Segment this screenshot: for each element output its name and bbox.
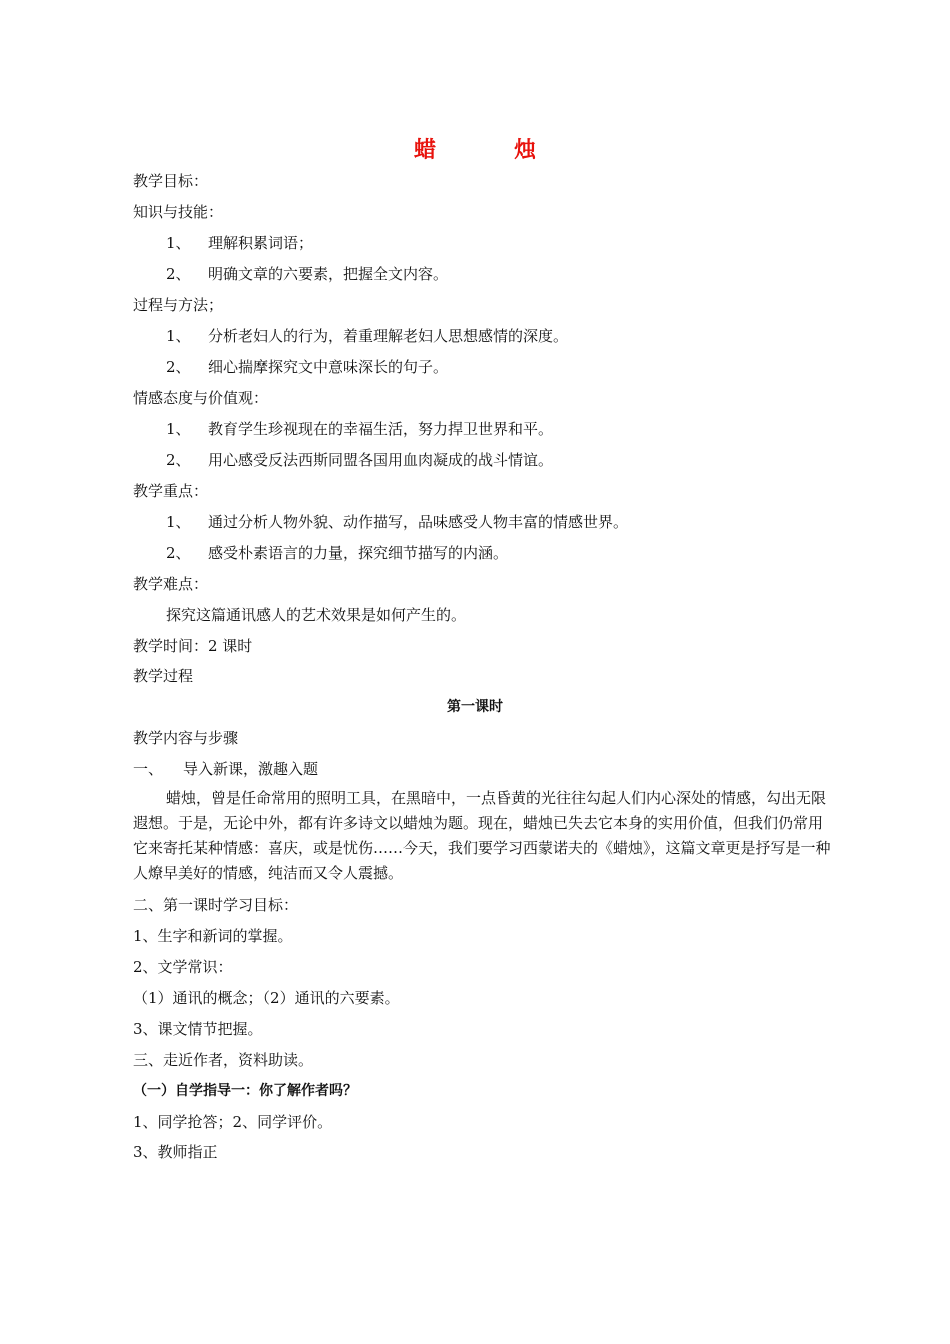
item-text: 明确文章的六要素，把握全文内容。	[208, 265, 449, 283]
item-text: 理解积累词语；	[208, 234, 314, 252]
list-item	[166, 357, 448, 377]
item-number: 2、	[166, 358, 191, 376]
section-three-heading: 三、走近作者，资料助读。	[133, 1051, 314, 1069]
item-text: 细心揣摩探究文中意味深长的句子。	[208, 358, 449, 376]
item-text: 感受朴素语言的力量，探究细节描写的内涵。	[208, 544, 509, 562]
item-number: 2、	[166, 265, 191, 283]
intro-paragraph: 蜡烛，曾是任命常用的照明工具，在黑暗中，一点昏黄的光往往勾起人们内心深处的情感，勾出无限遐想。于是，无论中外，都有许多诗文以蜡烛为题。现在，蜡烛已失去它本身的实用价值，但我们仍常用它来寄托某种情感：喜庆，或是忧伤……今天，我们要学习西蒙诺夫的《蜡烛》，这篇文章更是抒写是一种人燎早美好的情感，纯洁而又令人震撼。	[133, 789, 831, 882]
content-steps-heading: 教学内容与步骤	[133, 729, 239, 747]
document-title: 蜡 烛	[413, 137, 564, 163]
list-item: 3、课文情节把握。	[133, 1020, 263, 1038]
item-number: 1、	[166, 234, 191, 252]
section-one-heading	[133, 759, 318, 779]
list-item	[166, 419, 553, 439]
list-item	[166, 512, 628, 532]
difficulties-heading: 教学难点：	[133, 575, 209, 593]
item-number: 1、	[166, 420, 191, 438]
item-number: 1、	[166, 327, 191, 345]
list-item: 2、文学常识：	[133, 958, 233, 976]
section-two-heading: 二、第一课时学习目标：	[133, 896, 299, 914]
key-points-heading: 教学重点：	[133, 482, 209, 500]
list-item: 1、生字和新词的掌握。	[133, 927, 293, 945]
list-item	[166, 543, 508, 563]
self-study-guide-heading: （一）自学指导一：你了解作者吗？	[133, 1083, 357, 1099]
teaching-time: 教学时间：2 课时	[133, 637, 253, 655]
list-item	[166, 233, 313, 253]
list-item	[166, 450, 553, 470]
item-number: 2、	[166, 451, 191, 469]
emotion-values-heading: 情感态度与价值观：	[133, 389, 269, 407]
list-item: 1、同学抢答；2、同学评价。	[133, 1113, 333, 1131]
list-item: （1）通讯的概念；（2）通讯的六要素。	[133, 989, 400, 1007]
item-text: 分析老妇人的行为，着重理解老妇人思想感情的深度。	[208, 327, 569, 345]
item-text: 教育学生珍视现在的幸福生活，努力捍卫世界和平。	[208, 420, 554, 438]
item-number: 1、	[166, 513, 191, 531]
lesson-one-heading: 第一课时	[447, 699, 503, 715]
teaching-process-heading: 教学过程	[133, 667, 194, 685]
process-method-heading: 过程与方法；	[133, 296, 224, 314]
difficulty-text: 探究这篇通讯感人的艺术效果是如何产生的。	[166, 606, 467, 624]
list-item: 3、教师指正	[133, 1143, 218, 1161]
list-item	[166, 264, 448, 284]
teaching-goals-heading: 教学目标：	[133, 172, 209, 190]
section-number: 一、	[133, 760, 164, 778]
list-item	[166, 326, 568, 346]
item-number: 2、	[166, 544, 191, 562]
knowledge-skills-heading: 知识与技能：	[133, 203, 224, 221]
section-text: 导入新课，激趣入题	[183, 760, 319, 778]
item-text: 通过分析人物外貌、动作描写，品味感受人物丰富的情感世界。	[208, 513, 629, 531]
item-text: 用心感受反法西斯同盟各国用血肉凝成的战斗情谊。	[208, 451, 554, 469]
